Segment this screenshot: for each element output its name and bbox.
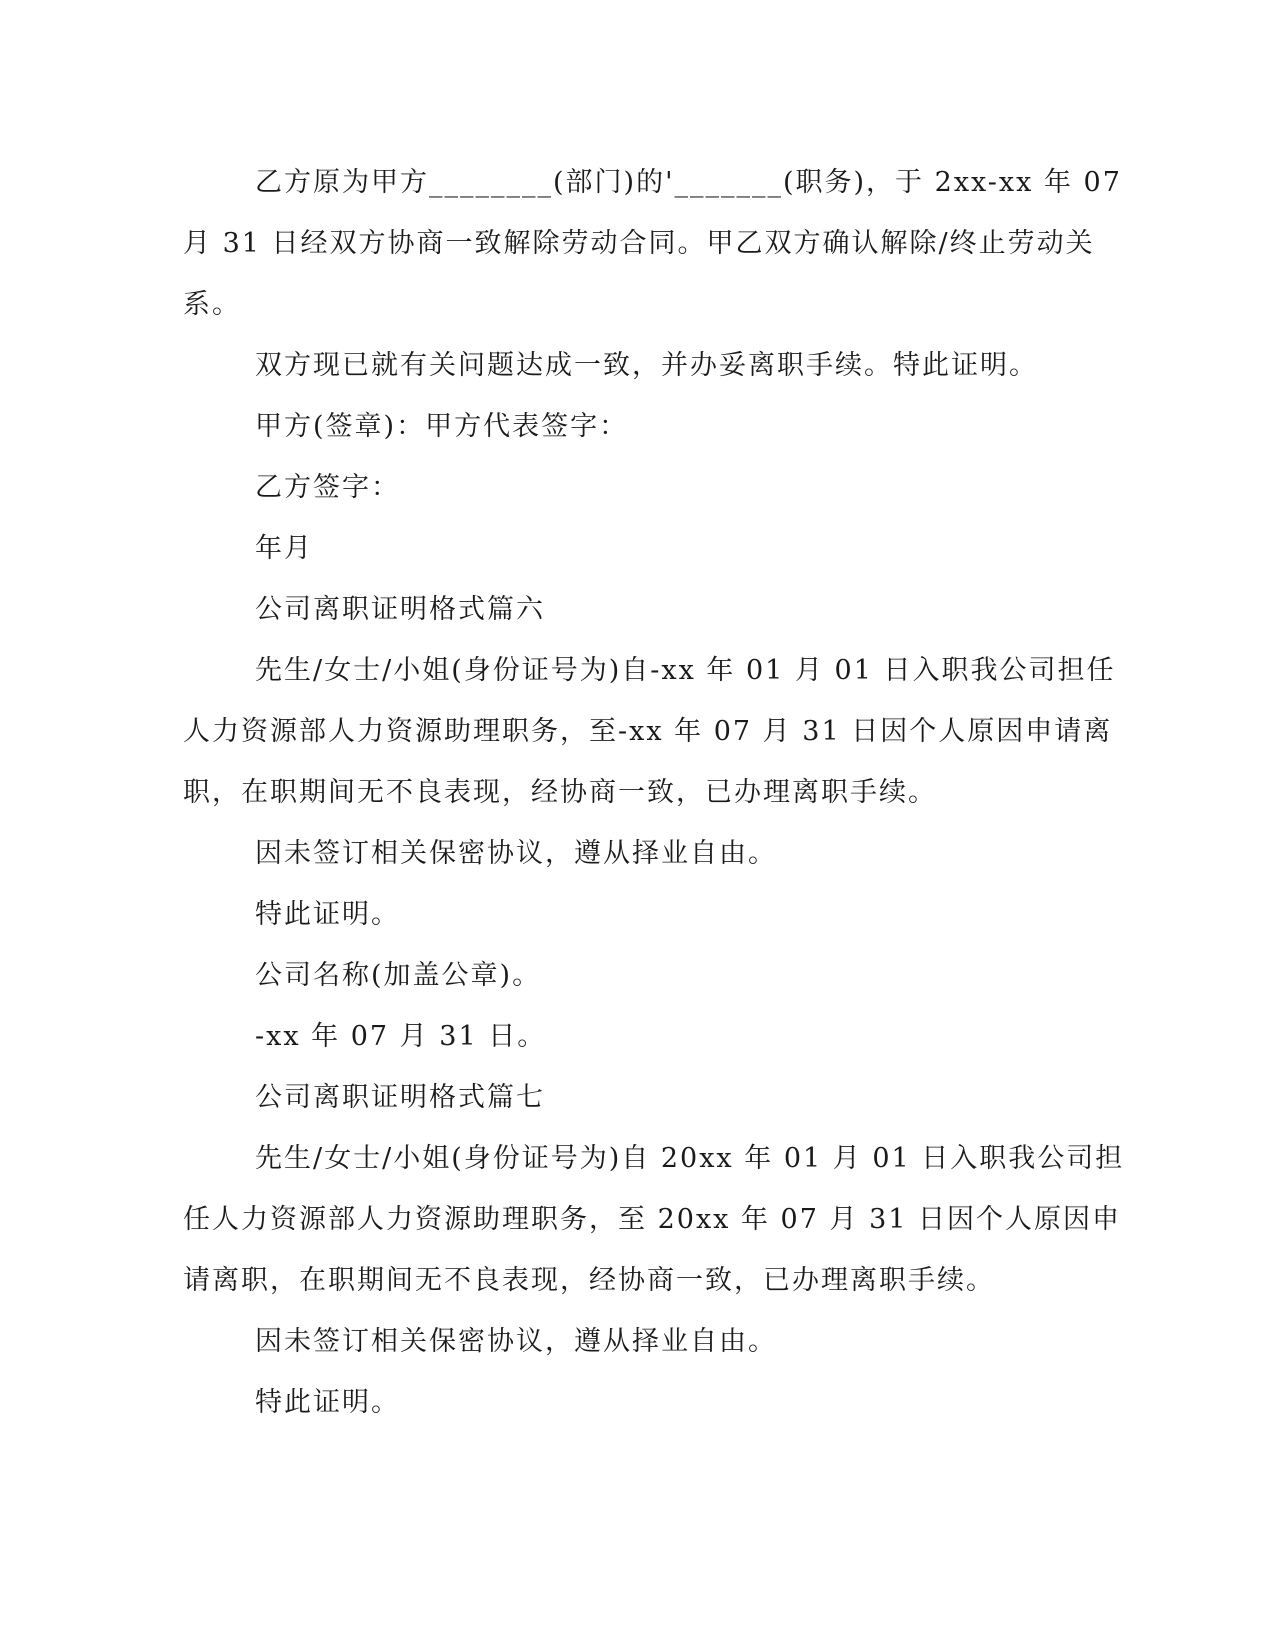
paragraph-party-a-signature bbox=[183, 396, 1068, 457]
section-heading-six bbox=[183, 579, 1068, 640]
paragraph-date bbox=[183, 518, 1068, 579]
text-line: 先生/女士/小姐(身份证号为)自 20xx 年 01 月 01 日入职我公司担 bbox=[255, 1143, 1125, 1174]
text-line: 年月 bbox=[255, 533, 313, 564]
text-line: 公司离职证明格式篇六 bbox=[255, 594, 545, 625]
text-line: -xx 年 07 月 31 日。 bbox=[255, 1021, 547, 1052]
paragraph-confidentiality-seven bbox=[183, 1311, 1068, 1372]
paragraph-company-seal bbox=[183, 945, 1068, 1006]
paragraph-date-six bbox=[183, 1006, 1068, 1067]
text-line: 双方现已就有关问题达成一致，并办妥离职手续。特此证明。 bbox=[255, 350, 1038, 381]
text-line: 先生/女士/小姐(身份证号为)自-xx 年 01 月 01 日入职我公司担任 bbox=[255, 655, 1116, 686]
paragraph-termination-statement bbox=[183, 152, 1122, 335]
text-line: 月 31 日经双方协商一致解除劳动合同。甲乙双方确认解除/终止劳动关 bbox=[183, 228, 1095, 259]
text-line: 职，在职期间无不良表现，经协商一致，已办理离职手续。 bbox=[183, 777, 937, 808]
paragraph-agreement bbox=[183, 335, 1068, 396]
text-line: 甲方(签章)：甲方代表签字： bbox=[255, 411, 629, 442]
paragraph-party-b-signature bbox=[183, 457, 1068, 518]
text-line: 因未签订相关保密协议，遵从择业自由。 bbox=[255, 1326, 777, 1357]
paragraph-certify-seven bbox=[183, 1372, 1068, 1433]
text-line: 系。 bbox=[183, 289, 241, 320]
text-line: 特此证明。 bbox=[255, 1387, 400, 1418]
text-line: 公司名称(加盖公章)。 bbox=[255, 960, 542, 991]
text-line: 任人力资源部人力资源助理职务，至 20xx 年 07 月 31 日因个人原因申 bbox=[183, 1204, 1122, 1235]
text-line: 公司离职证明格式篇七 bbox=[255, 1082, 545, 1113]
text-line: 乙方原为甲方________(部门)的'_______(职务)，于 2xx-xx 年 07 bbox=[255, 167, 1122, 198]
text-line: 因未签订相关保密协议，遵从择业自由。 bbox=[255, 838, 777, 869]
text-line: 人力资源部人力资源助理职务，至-xx 年 07 月 31 日因个人原因申请离 bbox=[183, 716, 1113, 747]
paragraph-certify-six bbox=[183, 884, 1068, 945]
document-body bbox=[183, 152, 1125, 1433]
text-line: 请离职，在职期间无不良表现，经协商一致，已办理离职手续。 bbox=[183, 1265, 995, 1296]
paragraph-confidentiality-six bbox=[183, 823, 1068, 884]
section-heading-seven bbox=[183, 1067, 1068, 1128]
text-line: 乙方签字： bbox=[255, 472, 400, 503]
paragraph-employment-statement-six bbox=[183, 640, 1116, 823]
paragraph-employment-statement-seven bbox=[183, 1128, 1125, 1311]
text-line: 特此证明。 bbox=[255, 899, 400, 930]
